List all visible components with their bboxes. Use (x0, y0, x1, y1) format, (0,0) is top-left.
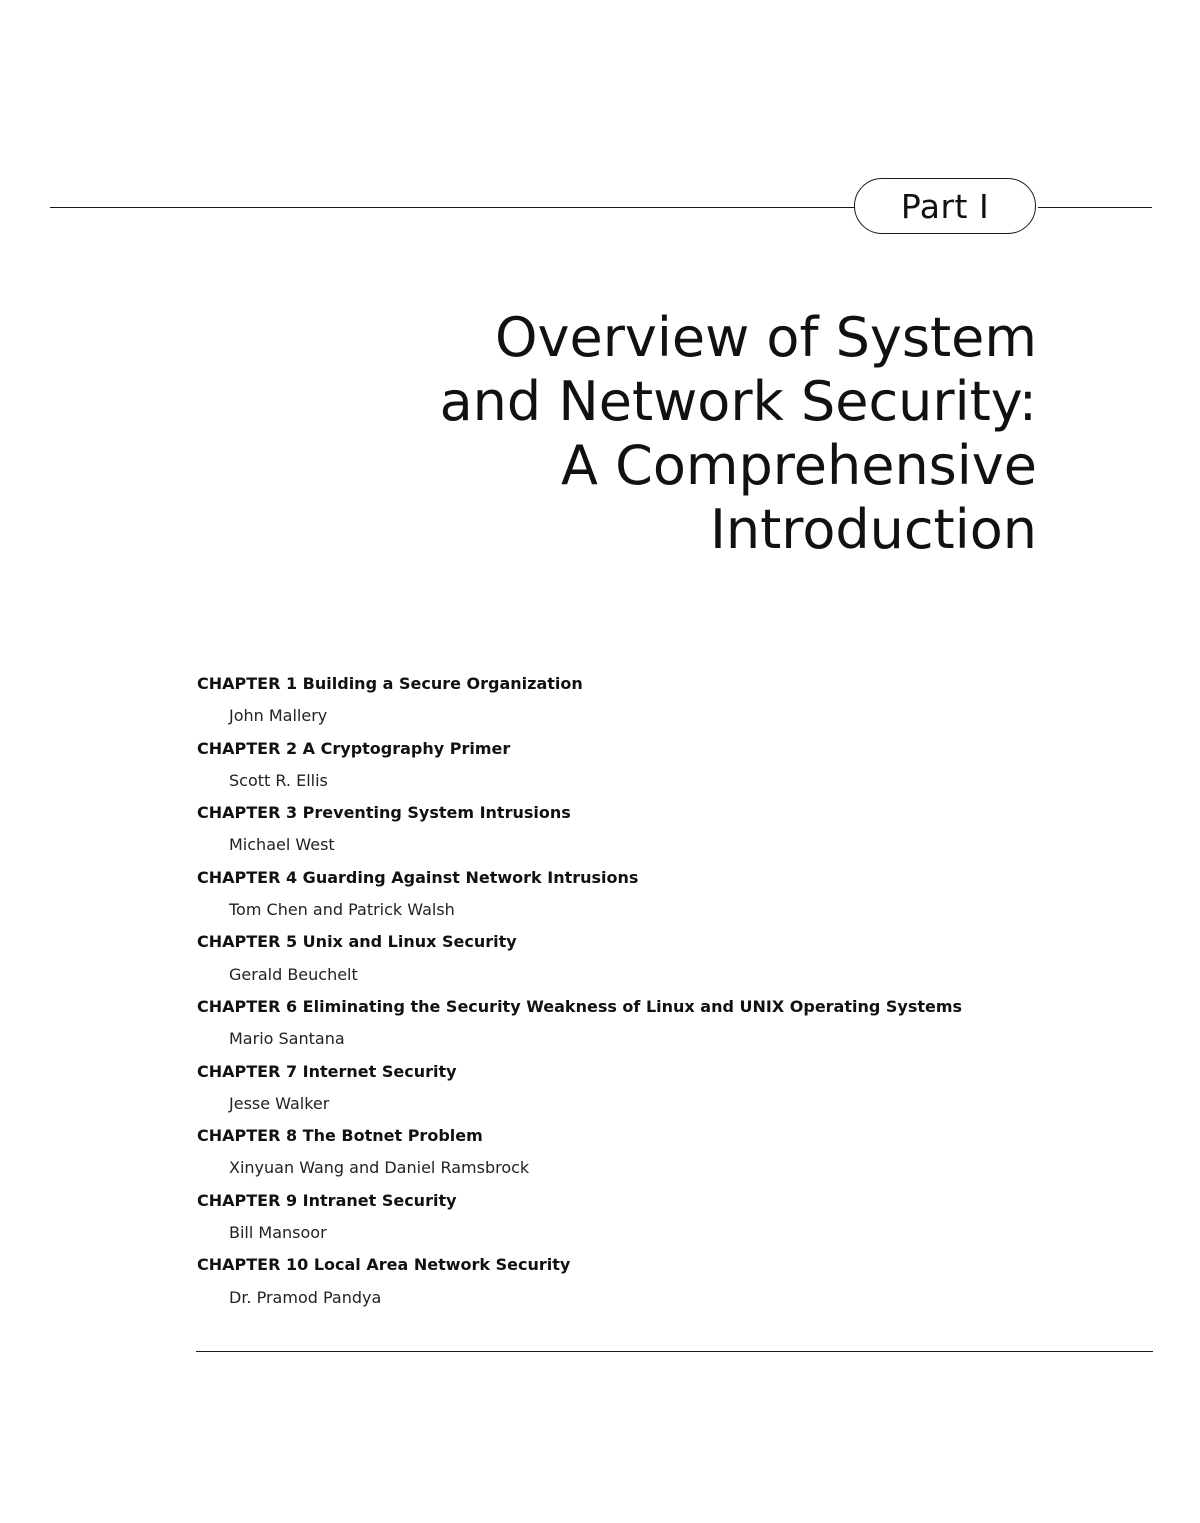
chapter-entry (197, 1249, 1147, 1314)
chapter-author: Mario Santana (229, 1029, 345, 1049)
chapter-entry (197, 1120, 1147, 1185)
chapter-title: CHAPTER 4 Guarding Against Network Intrusions (197, 867, 639, 887)
header-rule-left (50, 207, 856, 208)
chapter-author: Gerald Beuchelt (229, 964, 358, 984)
chapter-entry (197, 1185, 1147, 1250)
part-label: Part I (854, 178, 1036, 234)
chapter-title: CHAPTER 9 Intranet Security (197, 1190, 457, 1210)
chapter-title: CHAPTER 10 Local Area Network Security (197, 1255, 571, 1275)
chapter-author: Scott R. Ellis (229, 770, 328, 790)
chapter-author: Bill Mansoor (229, 1223, 327, 1243)
chapter-title: CHAPTER 8 The Botnet Problem (197, 1126, 483, 1146)
header-rule-right (1038, 207, 1152, 208)
part-title (337, 306, 1037, 562)
chapter-entry (197, 1056, 1147, 1121)
chapter-author: Tom Chen and Patrick Walsh (229, 900, 455, 920)
chapter-entry (197, 926, 1147, 991)
chapter-title: CHAPTER 2 A Cryptography Primer (197, 738, 511, 758)
chapter-entry (197, 991, 1147, 1056)
chapter-author: Dr. Pramod Pandya (229, 1287, 382, 1307)
chapter-entry (197, 862, 1147, 927)
chapter-entry (197, 797, 1147, 862)
chapter-title: CHAPTER 3 Preventing System Intrusions (197, 803, 571, 823)
chapter-title: CHAPTER 5 Unix and Linux Security (197, 932, 517, 952)
part-title-line: Introduction (709, 498, 1037, 561)
chapter-entry (197, 733, 1147, 798)
chapter-title: CHAPTER 1 Building a Secure Organization (197, 674, 583, 693)
chapter-entry (197, 668, 1147, 733)
chapter-author: Michael West (229, 835, 335, 855)
chapter-author: John Mallery (229, 706, 328, 726)
chapter-title: CHAPTER 7 Internet Security (197, 1061, 457, 1081)
chapter-list (197, 668, 1147, 1314)
part-title-line: Overview of System (495, 306, 1037, 369)
footer-rule (196, 1351, 1153, 1352)
part-title-line: A Comprehensive (561, 434, 1037, 497)
chapter-author: Xinyuan Wang and Daniel Ramsbrock (229, 1158, 530, 1178)
chapter-author: Jesse Walker (229, 1093, 330, 1113)
part-title-line: and Network Security: (439, 370, 1037, 433)
chapter-title: CHAPTER 6 Eliminating the Security Weakness of Linux and UNIX Operating Systems (197, 996, 963, 1016)
